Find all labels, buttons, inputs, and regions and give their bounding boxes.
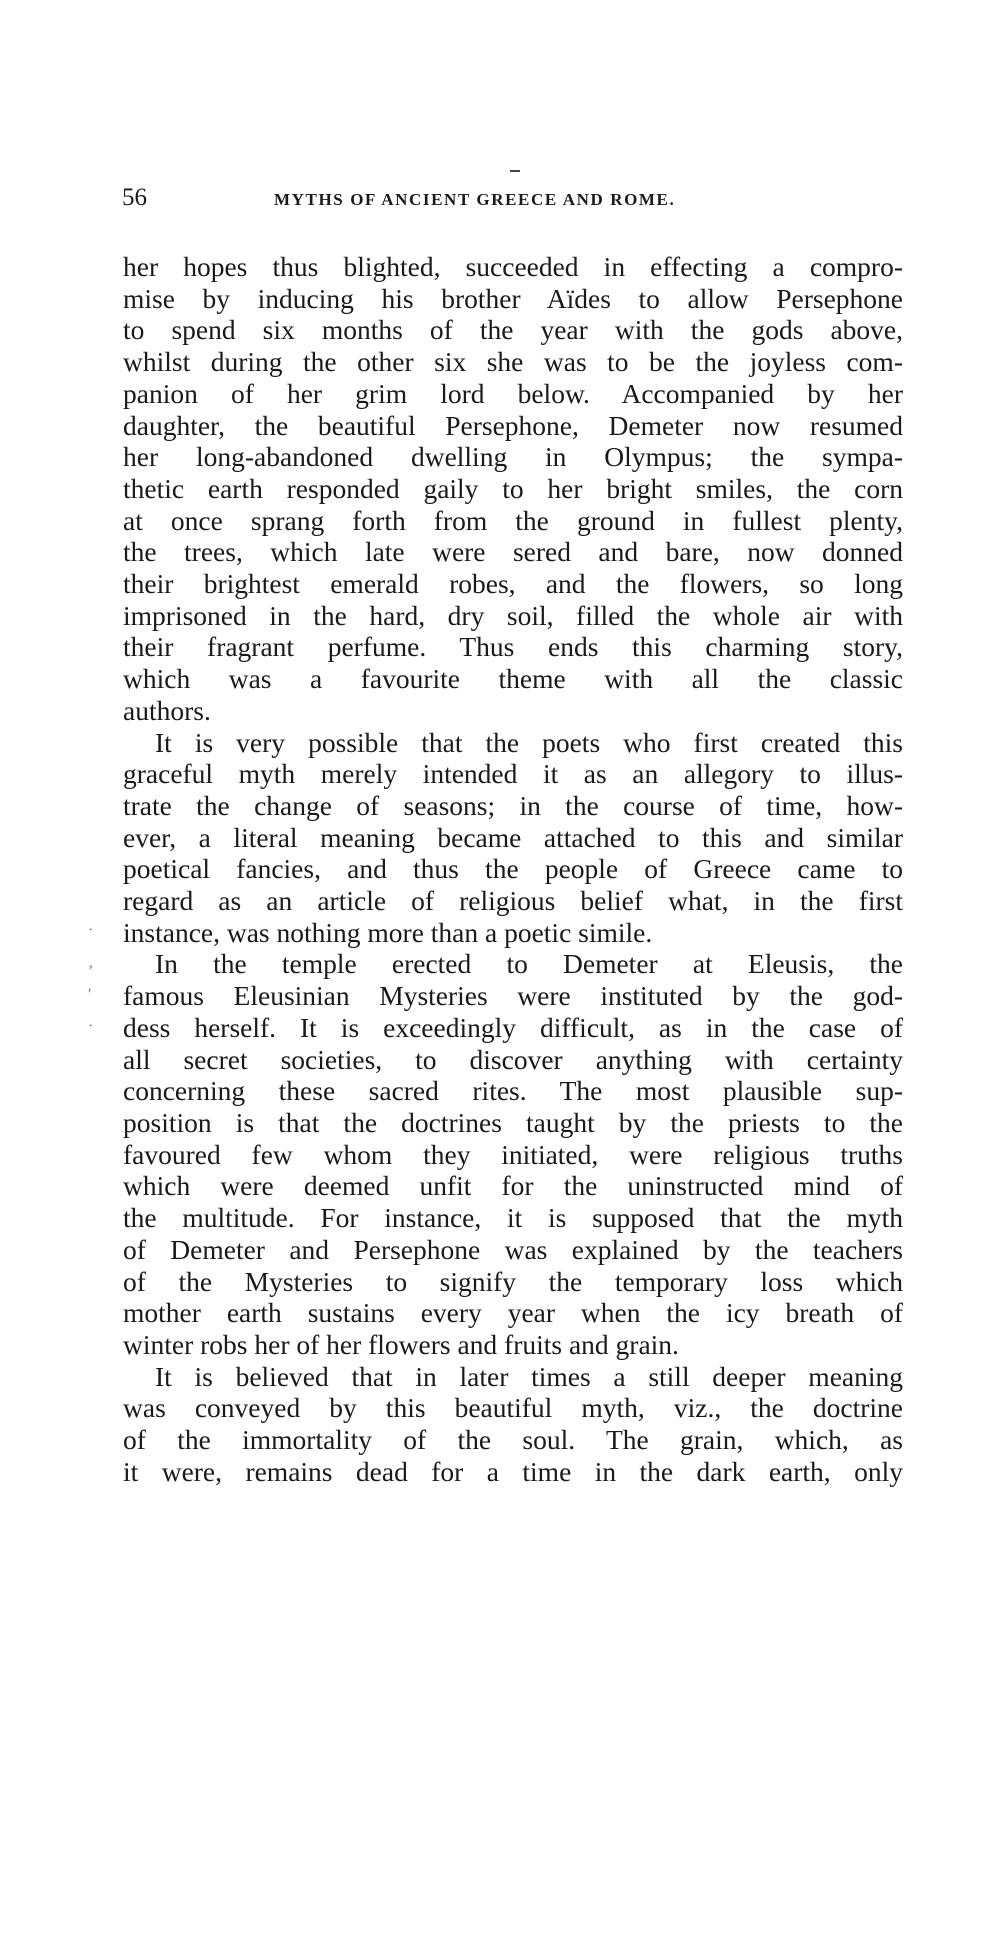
body-text	[123, 251, 903, 1487]
text-line: to spend six months of the year with the gods above,	[123, 314, 903, 346]
text-line: which was a favourite theme with all the classic	[123, 663, 903, 695]
text-line: it were, remains dead for a time in the dark earth, only	[123, 1455, 903, 1487]
text-line: her long-abandoned dwelling in Olympus; the sympa-	[123, 441, 903, 473]
text-line: at once sprang forth from the ground in fullest plenty,	[123, 504, 903, 536]
text-line: of the Mysteries to signify the temporary loss which	[123, 1265, 903, 1297]
text-line: favoured few whom they initiated, were religious truths	[123, 1138, 903, 1170]
paragraph-3	[123, 948, 903, 1360]
text-line: winter robs her of her flowers and fruits and grain.	[123, 1328, 679, 1360]
margin-speck: ‚	[88, 954, 94, 971]
text-line: instance, was nothing more than a poetic simile.	[123, 916, 653, 948]
text-line: panion of her grim lord below. Accompanied by her	[123, 377, 903, 409]
text-line: ever, a literal meaning became attached to this and similar	[123, 821, 903, 853]
text-line: the trees, which late were sered and bare, now donned	[123, 536, 903, 568]
text-line: In the temple erected to Demeter at Eleusis, the	[155, 948, 903, 980]
text-line: whilst during the other six she was to be the joyless com-	[123, 346, 903, 378]
margin-speck: ′	[88, 986, 92, 1003]
text-line: her hopes thus blighted, succeeded in effecting a compro-	[123, 251, 903, 282]
text-line: daughter, the beautiful Persephone, Demeter now resumed	[123, 409, 903, 441]
text-line: It is very possible that the poets who first created this	[155, 726, 903, 758]
text-line: famous Eleusinian Mysteries were instituted by the god-	[123, 980, 903, 1012]
text-line: the multitude. For instance, it is supposed that the myth	[123, 1202, 903, 1234]
running-title: MYTHS OF ANCIENT GREECE AND ROME.	[274, 190, 676, 209]
text-line: graceful myth merely intended it as an allegory to illus-	[123, 758, 903, 790]
text-line: poetical fancies, and thus the people of Greece came to	[123, 853, 903, 885]
paragraph-1	[123, 251, 903, 727]
paragraph-2	[123, 727, 903, 949]
text-line: mother earth sustains every year when the icy breath of	[123, 1297, 903, 1329]
text-line: their brightest emerald robes, and the flowers, so long	[123, 568, 903, 600]
text-line: mise by inducing his brother Aïdes to allow Persephone	[123, 282, 903, 314]
text-line: which were deemed unfit for the uninstructed mind of	[123, 1170, 903, 1202]
text-line: of Demeter and Persephone was explained by the teachers	[123, 1233, 903, 1265]
text-line: concerning these sacred rites. The most plausible sup-	[123, 1075, 903, 1107]
text-line: regard as an article of religious belief what, in the first	[123, 885, 903, 917]
text-line: dess herself. It is exceedingly difficult, as in the case of	[123, 1011, 903, 1043]
page-number: 56	[122, 184, 147, 211]
text-line: their fragrant perfume. Thus ends this charming story,	[123, 631, 903, 663]
text-line: position is that the doctrines taught by the priests to the	[123, 1106, 903, 1138]
paragraph-4	[123, 1361, 903, 1488]
text-line: trate the change of seasons; in the course of time, how-	[123, 789, 903, 821]
text-line: of the immortality of the soul. The grain, which, as	[123, 1424, 903, 1456]
text-line: was conveyed by this beautiful myth, viz., the doctrine	[123, 1392, 903, 1424]
running-head	[122, 184, 902, 224]
text-line: thetic earth responded gaily to her bright smiles, the corn	[123, 472, 903, 504]
text-line: all secret societies, to discover anything with certainty	[123, 1043, 903, 1075]
text-line: It is believed that in later times a still deeper meaning	[155, 1360, 903, 1392]
margin-speck: ·	[88, 922, 94, 939]
margin-specks	[88, 915, 118, 1045]
text-line: imprisoned in the hard, dry soil, filled the whole air with	[123, 599, 903, 631]
margin-speck: ·	[88, 1018, 94, 1035]
text-line: authors.	[123, 694, 211, 726]
top-dash-mark	[510, 170, 520, 172]
